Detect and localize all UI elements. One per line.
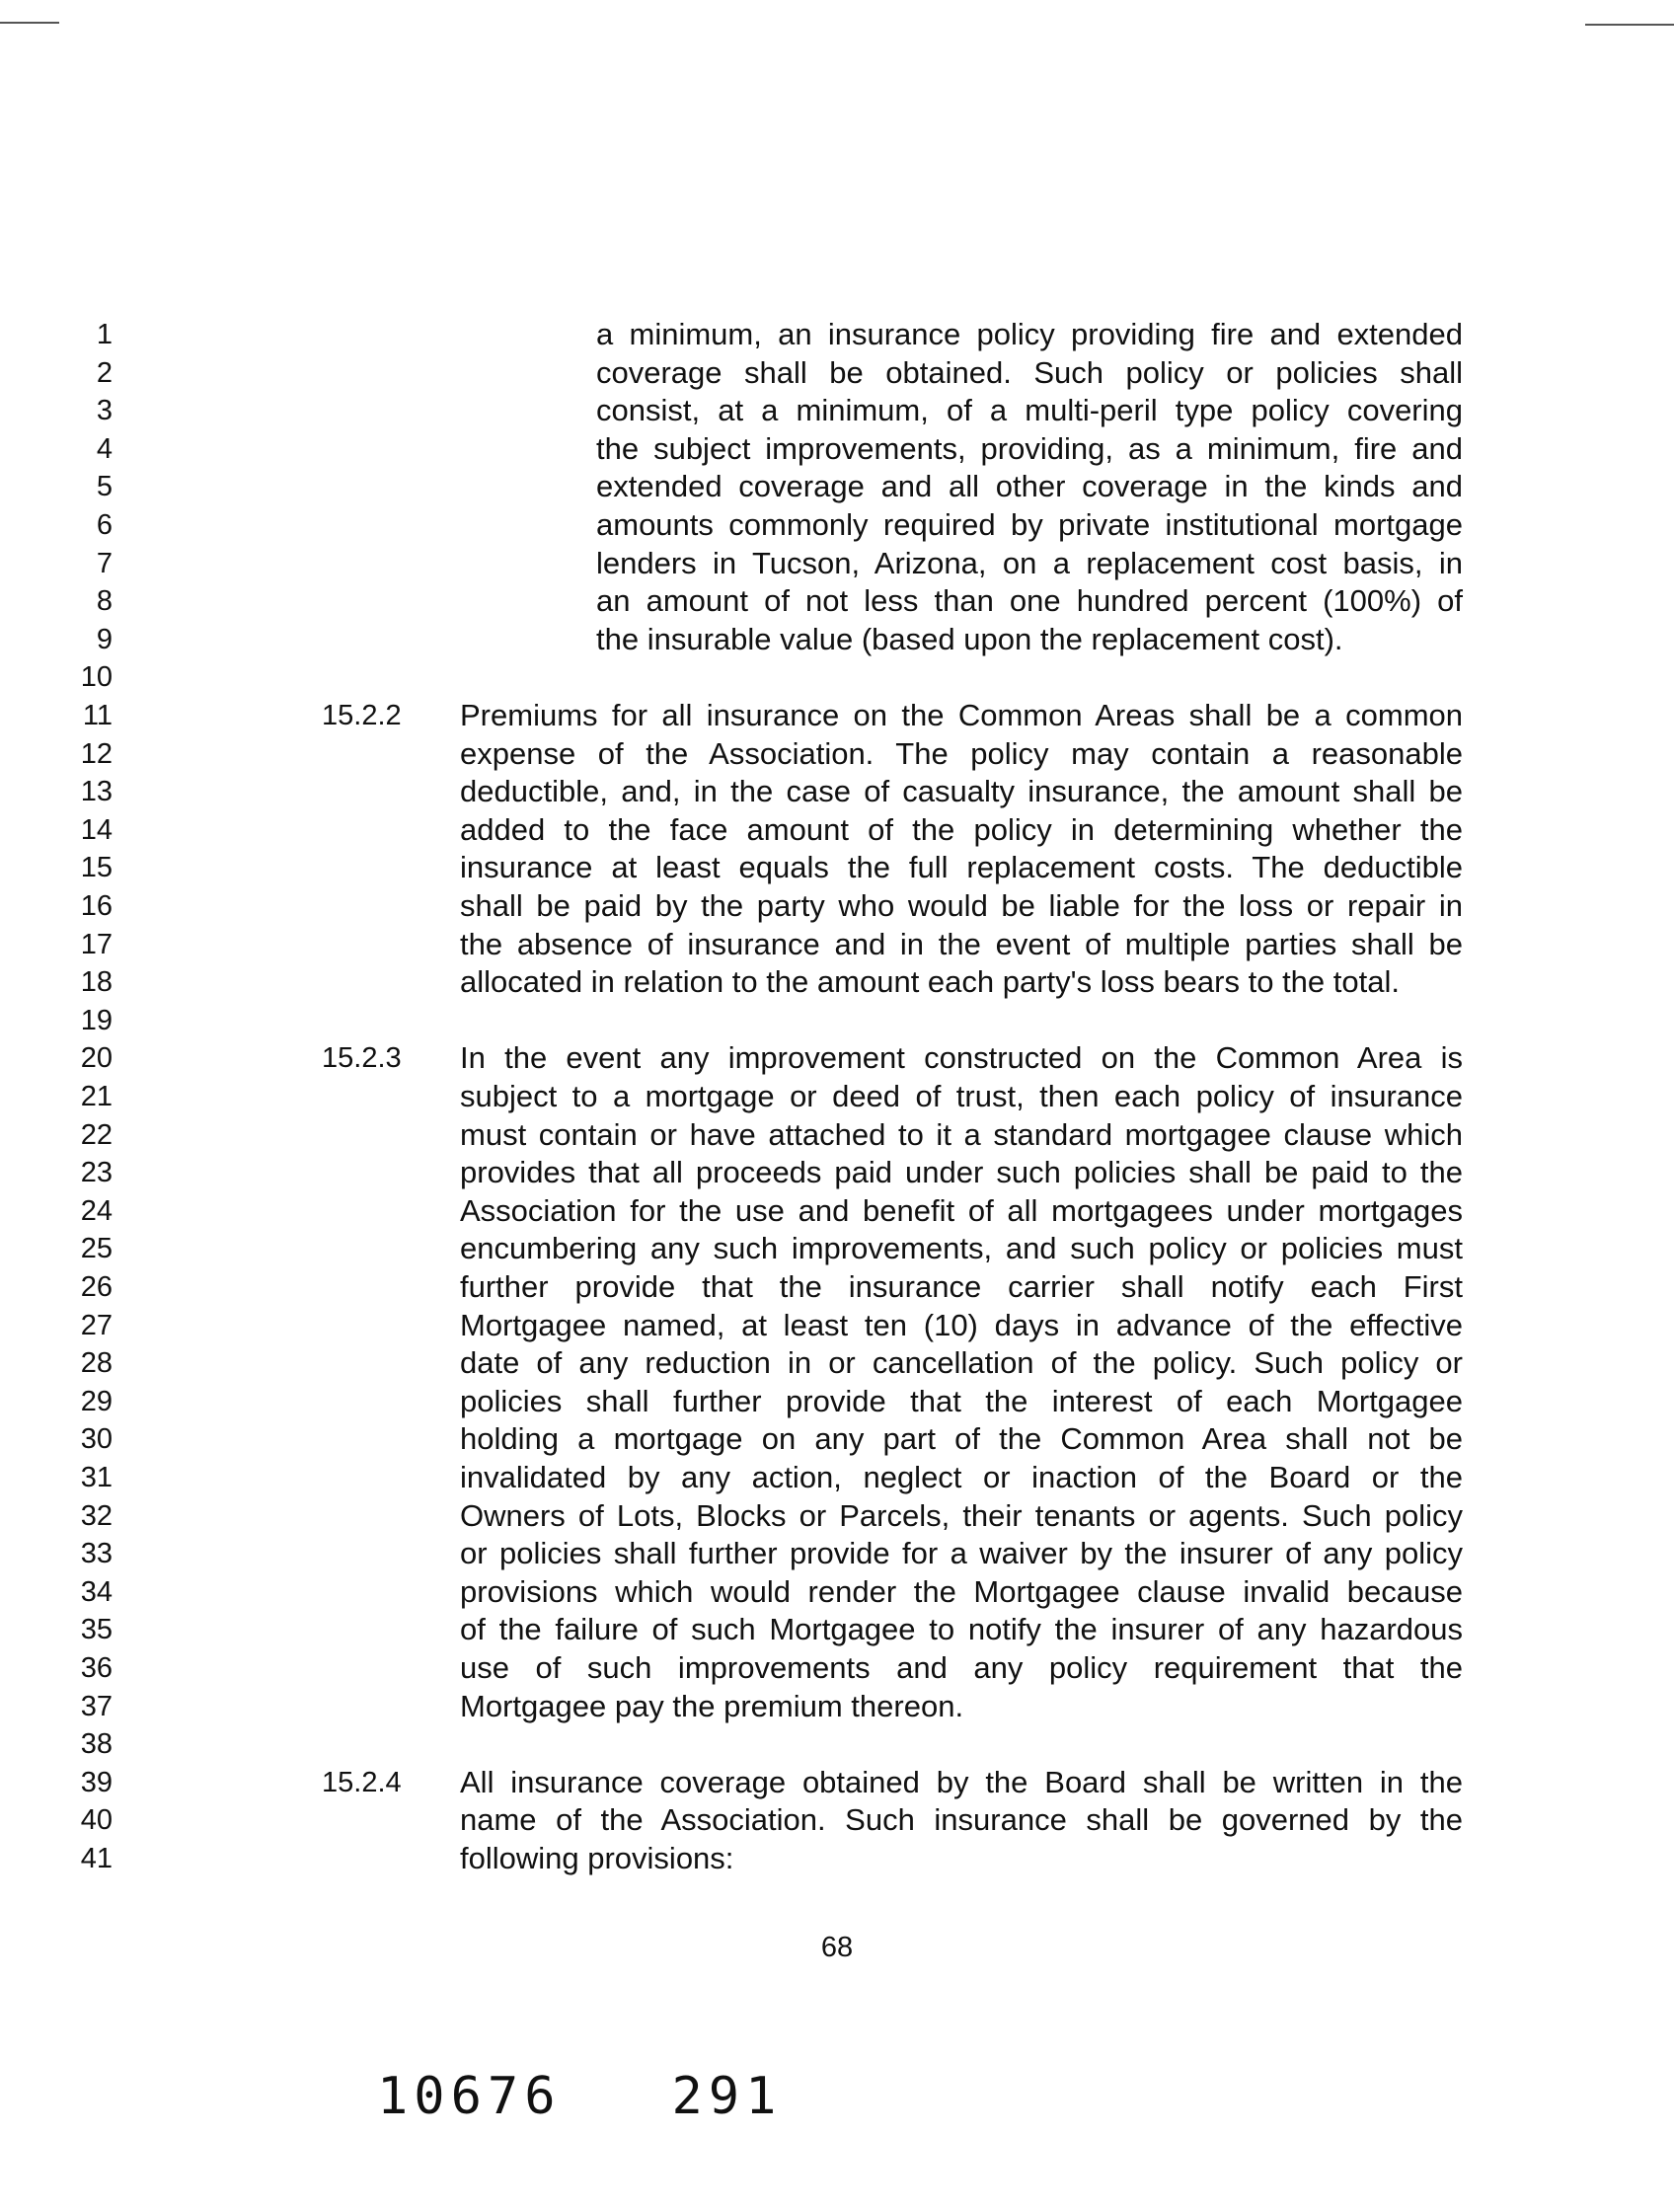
line-number: 4 [96, 432, 113, 465]
section-text-line: Association for the use and benefit of all mortgagees under mortgages [460, 1192, 1463, 1228]
section-text-line: encumbering any such improvements, and such policy or policies must [460, 1231, 1463, 1266]
continuation-text-line: an amount of not less than one hundred percent (100%) of [596, 583, 1463, 619]
line-number: 17 [80, 928, 113, 960]
section-text-line: the absence of insurance and in the event of multiple parties shall be [460, 926, 1463, 961]
section-text-line: Owners of Lots, Blocks or Parcels, their tenants or agents. Such policy [460, 1497, 1463, 1533]
section-text-line: further provide that the insurance carrier shall notify each First [460, 1269, 1463, 1304]
line-number: 16 [80, 890, 113, 922]
line-number: 8 [96, 585, 113, 618]
section-text-line: or policies shall further provide for a waiver by the insurer of any policy [460, 1536, 1463, 1571]
line-number: 1 [96, 319, 113, 350]
section-text-line: Mortgagee pay the premium thereon. [460, 1688, 964, 1723]
section-text-line: insurance at least equals the full replacement costs. The deductible [460, 850, 1463, 885]
continuation-text-line: extended coverage and all other coverage in the kinds and [596, 469, 1463, 504]
line-number: 25 [80, 1233, 113, 1265]
line-number: 35 [80, 1614, 113, 1646]
section-text-line: date of any reduction in or cancellation of the policy. Such policy or [460, 1345, 1463, 1381]
line-number: 29 [80, 1385, 113, 1417]
line-number: 31 [80, 1462, 113, 1493]
line-number: 36 [80, 1652, 113, 1684]
line-number: 2 [96, 356, 113, 389]
recording-stamp: 10676 291 [377, 2067, 783, 2126]
line-number: 28 [80, 1347, 113, 1380]
line-number: 23 [80, 1157, 113, 1189]
line-number: 19 [80, 1004, 113, 1036]
line-number: 21 [80, 1081, 113, 1112]
section-text-line: of the failure of such Mortgagee to notify the insurer of any hazardous [460, 1612, 1463, 1647]
section-number: 15.2.4 [322, 1766, 402, 1798]
section-text-line: provides that all proceeds paid under such policies shall be paid to the [460, 1155, 1463, 1190]
section-text-line: subject to a mortgage or deed of trust, then each policy of insurance [460, 1079, 1463, 1113]
line-number: 3 [96, 395, 113, 427]
line-number: 10 [80, 661, 113, 694]
section-text-line: In the event any improvement constructed on the Common Area is [460, 1040, 1463, 1076]
section-text-line: shall be paid by the party who would be liable for the loss or repair in [460, 888, 1463, 923]
scan-edge-mark-right [1585, 24, 1674, 26]
line-number: 39 [80, 1766, 113, 1798]
line-number: 38 [80, 1728, 113, 1761]
line-number: 30 [80, 1423, 113, 1456]
line-number: 12 [80, 737, 113, 770]
line-number: 9 [96, 623, 113, 655]
section-text-line: allocated in relation to the amount each party's loss bears to the total. [460, 964, 1400, 1000]
line-number: 26 [80, 1271, 113, 1303]
section-text-line: expense of the Association. The policy may contain a reasonable [460, 735, 1463, 771]
line-number: 13 [80, 776, 113, 808]
page-number: 68 [820, 1932, 854, 1963]
continuation-text-line: consist, at a minimum, of a multi-peril type policy covering [596, 393, 1463, 428]
section-number: 15.2.2 [322, 700, 402, 731]
continuation-text-line: amounts commonly required by private institutional mortgage [596, 507, 1463, 542]
section-text-line: holding a mortgage on any part of the Common Area shall not be [460, 1421, 1463, 1457]
line-number: 5 [96, 471, 113, 503]
line-number: 37 [80, 1690, 113, 1722]
section-text-line: Mortgagee named, at least ten (10) days in advance of the effective [460, 1307, 1463, 1342]
line-number: 32 [80, 1499, 113, 1532]
line-number: 20 [80, 1042, 113, 1075]
continuation-text-line: the insurable value (based upon the replacement cost). [596, 621, 1343, 656]
line-number: 41 [80, 1843, 113, 1874]
line-number: 33 [80, 1538, 113, 1570]
line-number: 27 [80, 1309, 113, 1341]
section-number: 15.2.3 [322, 1042, 402, 1075]
section-text-line: invalidated by any action, neglect or inaction of the Board or the [460, 1460, 1463, 1494]
section-text-line: added to the face amount of the policy in determining whether the [460, 811, 1463, 847]
line-number: 18 [80, 966, 113, 999]
section-text-line: use of such improvements and any policy requirement that the [460, 1650, 1463, 1685]
line-number: 22 [80, 1118, 113, 1151]
continuation-text-line: a minimum, an insurance policy providing fire and extended [596, 317, 1463, 351]
section-text-line: policies shall further provide that the interest of each Mortgagee [460, 1383, 1463, 1418]
section-text-line: deductible, and, in the case of casualty insurance, the amount shall be [460, 774, 1463, 809]
line-number: 11 [82, 700, 113, 731]
line-number: 14 [80, 813, 113, 846]
line-number: 34 [80, 1575, 113, 1608]
line-number: 15 [80, 852, 113, 884]
section-text-line: following provisions: [460, 1841, 734, 1875]
scan-edge-mark-left [0, 22, 59, 24]
section-text-line: All insurance coverage obtained by the Board shall be written in the [460, 1764, 1463, 1799]
line-number: 24 [80, 1194, 113, 1227]
continuation-text-line: coverage shall be obtained. Such policy or policies shall [596, 354, 1463, 390]
line-number: 6 [96, 509, 113, 541]
section-text-line: Premiums for all insurance on the Common Areas shall be a common [460, 698, 1463, 732]
line-number: 7 [96, 547, 113, 579]
section-text-line: name of the Association. Such insurance shall be governed by the [460, 1802, 1463, 1838]
section-text-line: must contain or have attached to it a standard mortgagee clause which [460, 1116, 1463, 1152]
continuation-text-line: the subject improvements, providing, as a minimum, fire and [596, 430, 1463, 466]
continuation-text-line: lenders in Tucson, Arizona, on a replacement cost basis, in [596, 545, 1463, 580]
line-number: 40 [80, 1804, 113, 1837]
section-text-line: provisions which would render the Mortgagee clause invalid because [460, 1573, 1463, 1609]
